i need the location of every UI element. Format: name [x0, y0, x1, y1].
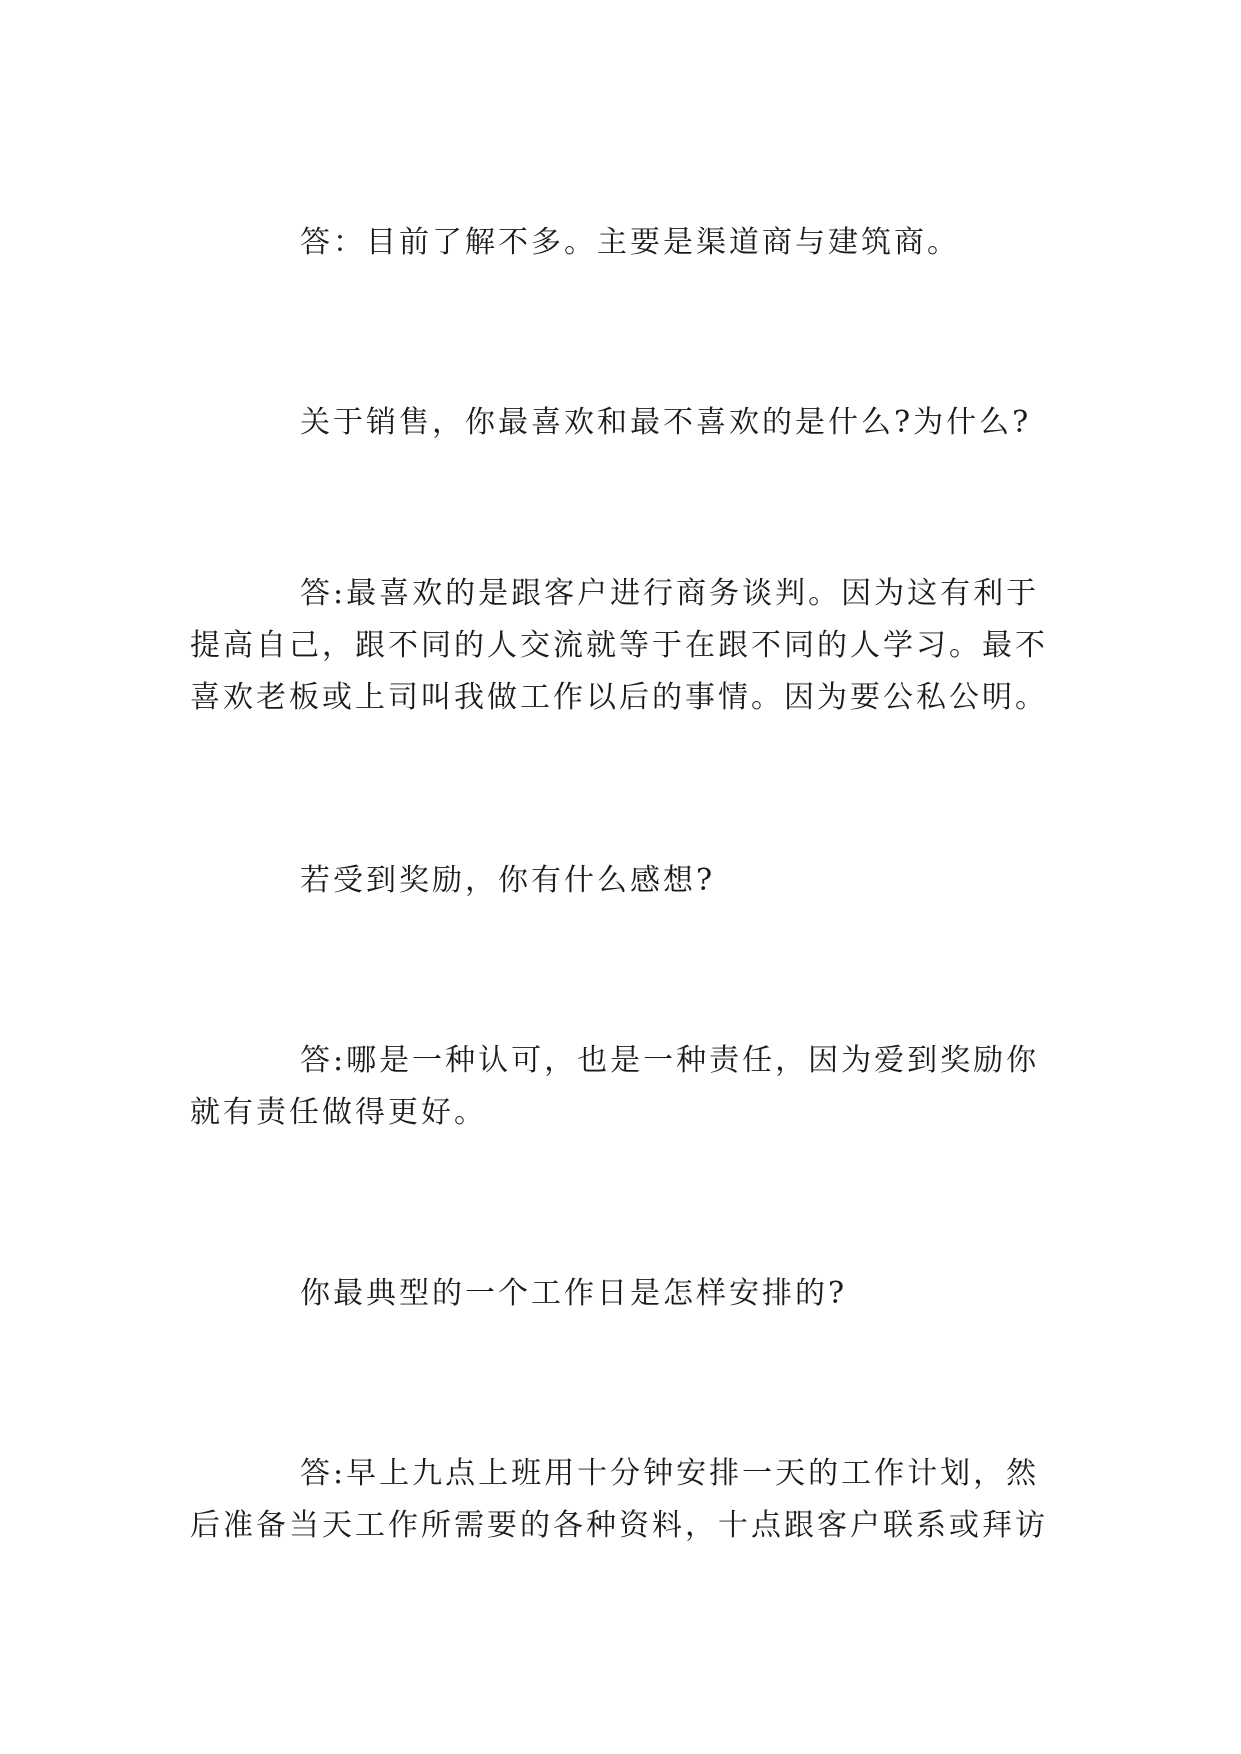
- answer-paragraph: 答：目前了解不多。主要是渠道商与建筑商。: [300, 225, 960, 260]
- question-paragraph: 你最典型的一个工作日是怎样安排的?: [300, 1276, 848, 1311]
- question-paragraph: 若受到奖励，你有什么感想?: [300, 863, 716, 898]
- answer-paragraph: 答:最喜欢的是跟客户进行商务谈判。因为这有利于提高自己，跟不同的人交流就等于在跟不同的人学习。最不喜欢老板或上司叫我做工作以后的事情。因为要公私公明。: [190, 576, 1048, 715]
- question-paragraph: 关于销售，你最喜欢和最不喜欢的是什么?为什么?: [300, 405, 1032, 440]
- answer-paragraph: 答:早上九点上班用十分钟安排一天的工作计划，然后准备当天工作所需要的各种资料，十点跟客户联系或拜访: [190, 1456, 1048, 1543]
- answer-paragraph: 答:哪是一种认可，也是一种责任，因为爱到奖励你就有责任做得更好。: [190, 1043, 1040, 1130]
